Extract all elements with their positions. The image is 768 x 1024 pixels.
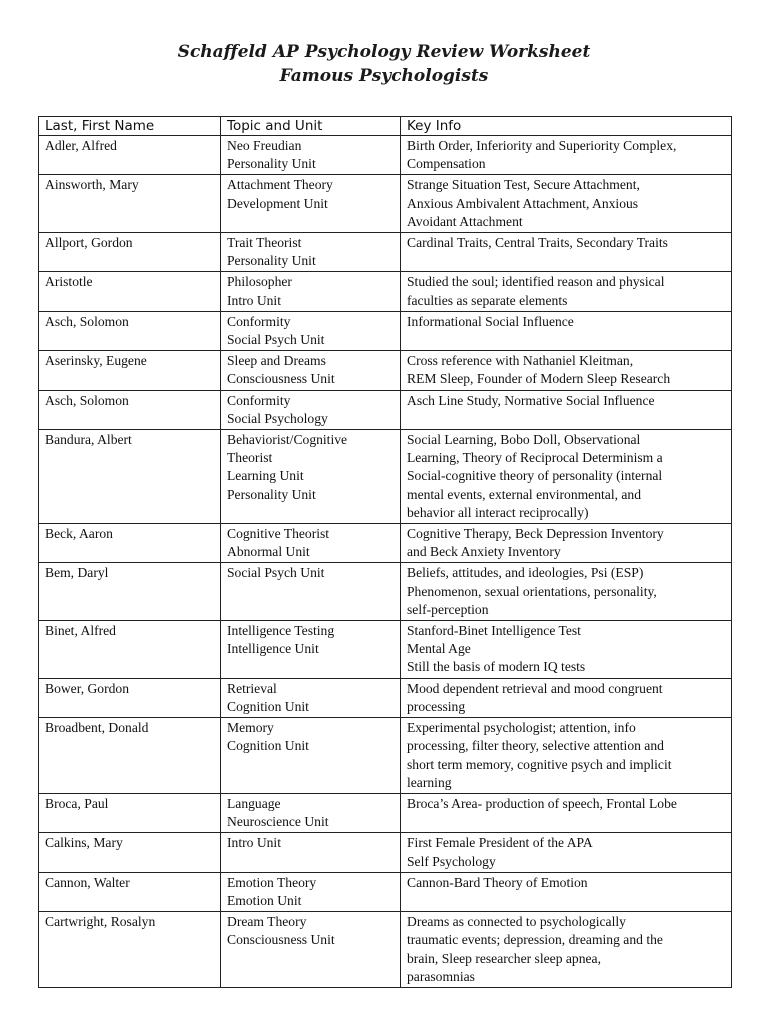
cell-name: Bower, Gordon	[39, 678, 221, 717]
cell-name: Allport, Gordon	[39, 233, 221, 272]
key-info-line: Social-cognitive theory of personality (internal	[407, 468, 663, 484]
table-row	[39, 621, 732, 679]
key-info-line: Broca’s Area- production of speech, Frontal Lobe	[407, 795, 677, 811]
topic-line: Cognitive Theorist	[227, 526, 330, 542]
key-info-line: learning	[407, 774, 452, 790]
cell-topic	[221, 233, 401, 272]
key-info-line: short term memory, cognitive psych and implicit	[407, 756, 672, 772]
cell-key-info	[401, 175, 732, 233]
key-info-line: self-perception	[407, 601, 489, 617]
key-info-line: faculties as separate elements	[407, 292, 568, 308]
key-info-line: REM Sleep, Founder of Modern Sleep Research	[407, 371, 671, 387]
cell-name: Bem, Daryl	[39, 563, 221, 621]
topic-line: Abnormal Unit	[227, 544, 310, 560]
cell-name: Beck, Aaron	[39, 524, 221, 563]
key-info-line: Mood dependent retrieval and mood congruent	[407, 680, 663, 696]
key-info-line: Birth Order, Inferiority and Superiority Complex,	[407, 138, 677, 153]
cell-key-info	[401, 272, 732, 311]
table-row	[39, 678, 732, 717]
cell-key-info	[401, 524, 732, 563]
cell-key-info	[401, 621, 732, 679]
column-header-name: Last, First Name	[39, 117, 221, 136]
key-info-line: Asch Line Study, Normative Social Influence	[407, 392, 655, 408]
cell-key-info	[401, 678, 732, 717]
topic-line: Emotion Unit	[227, 892, 302, 908]
cell-key-info	[401, 872, 732, 911]
cell-key-info	[401, 136, 732, 175]
cell-name: Asch, Solomon	[39, 390, 221, 429]
topic-line: Learning Unit	[227, 468, 304, 484]
key-info-line: Dreams as connected to psychologically	[407, 914, 626, 930]
key-info-line: processing, filter theory, selective attention and	[407, 738, 664, 754]
topic-line: Consciousness Unit	[227, 371, 335, 387]
worksheet-subtitle: Famous Psychologists	[279, 66, 489, 86]
cell-topic	[221, 563, 401, 621]
topic-line: Intro Unit	[227, 292, 281, 308]
key-info-line: parasomnias	[407, 968, 475, 984]
key-info-line: Strange Situation Test, Secure Attachment,	[407, 177, 640, 193]
cell-name: Aserinsky, Eugene	[39, 351, 221, 390]
cell-topic	[221, 524, 401, 563]
column-header-topic: Topic and Unit	[221, 117, 401, 136]
cell-topic	[221, 136, 401, 175]
topic-line: Emotion Theory	[227, 874, 317, 890]
cell-name: Bandura, Albert	[39, 430, 221, 524]
table-row	[39, 718, 732, 794]
topic-line: Philosopher	[227, 274, 292, 290]
table-row	[39, 872, 732, 911]
table-row	[39, 833, 732, 872]
cell-topic	[221, 912, 401, 988]
table-row	[39, 524, 732, 563]
key-info-line: brain, Sleep researcher sleep apnea,	[407, 950, 601, 966]
header-row	[39, 117, 732, 136]
topic-line: Cognition Unit	[227, 698, 309, 714]
key-info-line: behavior all interact reciprocally)	[407, 504, 589, 520]
key-info-line: Learning, Theory of Reciprocal Determinism a	[407, 450, 663, 466]
cell-topic	[221, 718, 401, 794]
table-row	[39, 175, 732, 233]
key-info-line: Avoidant Attachment	[407, 213, 523, 229]
key-info-line: processing	[407, 698, 466, 714]
topic-line: Memory	[227, 720, 274, 736]
cell-name: Calkins, Mary	[39, 833, 221, 872]
cell-topic	[221, 311, 401, 350]
topic-line: Sleep and Dreams	[227, 353, 326, 369]
key-info-line: Informational Social Influence	[407, 313, 574, 329]
key-info-line: Phenomenon, sexual orientations, personality,	[407, 583, 657, 599]
topic-line: Intelligence Unit	[227, 641, 319, 657]
cell-name: Ainsworth, Mary	[39, 175, 221, 233]
cell-name: Cartwright, Rosalyn	[39, 912, 221, 988]
topic-line: Social Psych Unit	[227, 565, 325, 581]
cell-key-info	[401, 390, 732, 429]
topic-line: Personality Unit	[227, 486, 316, 502]
topic-line: Trait Theorist	[227, 235, 302, 251]
key-info-line: Beliefs, attitudes, and ideologies, Psi (ESP)	[407, 565, 644, 581]
key-info-line: Cross reference with Nathaniel Kleitman,	[407, 353, 634, 369]
cell-name: Cannon, Walter	[39, 872, 221, 911]
key-info-line: Cognitive Therapy, Beck Depression Inventory	[407, 526, 664, 542]
cell-topic	[221, 872, 401, 911]
topic-line: Personality Unit	[227, 253, 316, 269]
psychologists-table	[38, 116, 732, 988]
cell-name: Binet, Alfred	[39, 621, 221, 679]
table-row	[39, 390, 732, 429]
key-info-line: Cannon-Bard Theory of Emotion	[407, 874, 588, 890]
topic-line: Retrieval	[227, 680, 277, 696]
key-info-line: mental events, external environmental, and	[407, 486, 642, 502]
topic-line: Attachment Theory	[227, 177, 333, 193]
topic-line: Cognition Unit	[227, 738, 309, 754]
table-row	[39, 912, 732, 988]
table-row	[39, 272, 732, 311]
key-info-line: traumatic events; depression, dreaming and the	[407, 932, 663, 948]
topic-line: Personality Unit	[227, 156, 316, 172]
key-info-line: Cardinal Traits, Central Traits, Secondary Traits	[407, 235, 668, 251]
topic-line: Intro Unit	[227, 835, 281, 851]
cell-topic	[221, 272, 401, 311]
cell-key-info	[401, 311, 732, 350]
table-row	[39, 793, 732, 832]
topic-line: Conformity	[227, 313, 291, 329]
column-header-key-info: Key Info	[401, 117, 732, 136]
table-row	[39, 563, 732, 621]
key-info-line: First Female President of the APA	[407, 835, 593, 851]
key-info-line: Social Learning, Bobo Doll, Observational	[407, 432, 641, 448]
cell-name: Asch, Solomon	[39, 311, 221, 350]
table-row	[39, 311, 732, 350]
table-row	[39, 136, 732, 175]
cell-name: Broca, Paul	[39, 793, 221, 832]
topic-line: Neuroscience Unit	[227, 814, 329, 830]
cell-key-info	[401, 718, 732, 794]
table-row	[39, 351, 732, 390]
table-row	[39, 233, 732, 272]
topic-line: Intelligence Testing	[227, 623, 335, 639]
cell-key-info	[401, 833, 732, 872]
key-info-line: Anxious Ambivalent Attachment, Anxious	[407, 195, 639, 211]
cell-topic	[221, 833, 401, 872]
key-info-line: Self Psychology	[407, 853, 496, 869]
cell-topic	[221, 390, 401, 429]
cell-topic	[221, 678, 401, 717]
cell-topic	[221, 621, 401, 679]
topic-line: Consciousness Unit	[227, 932, 335, 948]
cell-name: Adler, Alfred	[39, 136, 221, 175]
cell-key-info	[401, 351, 732, 390]
key-info-line: Studied the soul; identified reason and physical	[407, 274, 665, 290]
topic-line: Dream Theory	[227, 914, 307, 930]
cell-topic	[221, 793, 401, 832]
key-info-line: and Beck Anxiety Inventory	[407, 544, 561, 560]
topic-line: Theorist	[227, 450, 273, 466]
cell-topic	[221, 351, 401, 390]
topic-line: Social Psych Unit	[227, 332, 325, 348]
topic-line: Social Psychology	[227, 410, 328, 426]
table-header	[39, 117, 732, 136]
cell-name: Broadbent, Donald	[39, 718, 221, 794]
cell-key-info	[401, 793, 732, 832]
table-body	[39, 136, 732, 988]
table-row	[39, 430, 732, 524]
topic-line: Conformity	[227, 392, 291, 408]
cell-topic	[221, 175, 401, 233]
key-info-line: Experimental psychologist; attention, info	[407, 720, 636, 736]
key-info-line: Stanford-Binet Intelligence Test	[407, 623, 581, 639]
key-info-line: Still the basis of modern IQ tests	[407, 659, 586, 675]
cell-key-info	[401, 430, 732, 524]
cell-topic	[221, 430, 401, 524]
cell-key-info	[401, 912, 732, 988]
topic-line: Language	[227, 795, 281, 811]
worksheet-header	[0, 40, 768, 88]
cell-key-info	[401, 563, 732, 621]
topic-line: Behaviorist/Cognitive	[227, 432, 348, 448]
cell-name: Aristotle	[39, 272, 221, 311]
key-info-line: Mental Age	[407, 641, 471, 657]
worksheet-title: Schaffeld AP Psychology Review Worksheet	[177, 42, 591, 62]
cell-key-info	[401, 233, 732, 272]
topic-line: Neo Freudian	[227, 138, 302, 153]
key-info-line: Compensation	[407, 156, 486, 172]
topic-line: Development Unit	[227, 195, 328, 211]
